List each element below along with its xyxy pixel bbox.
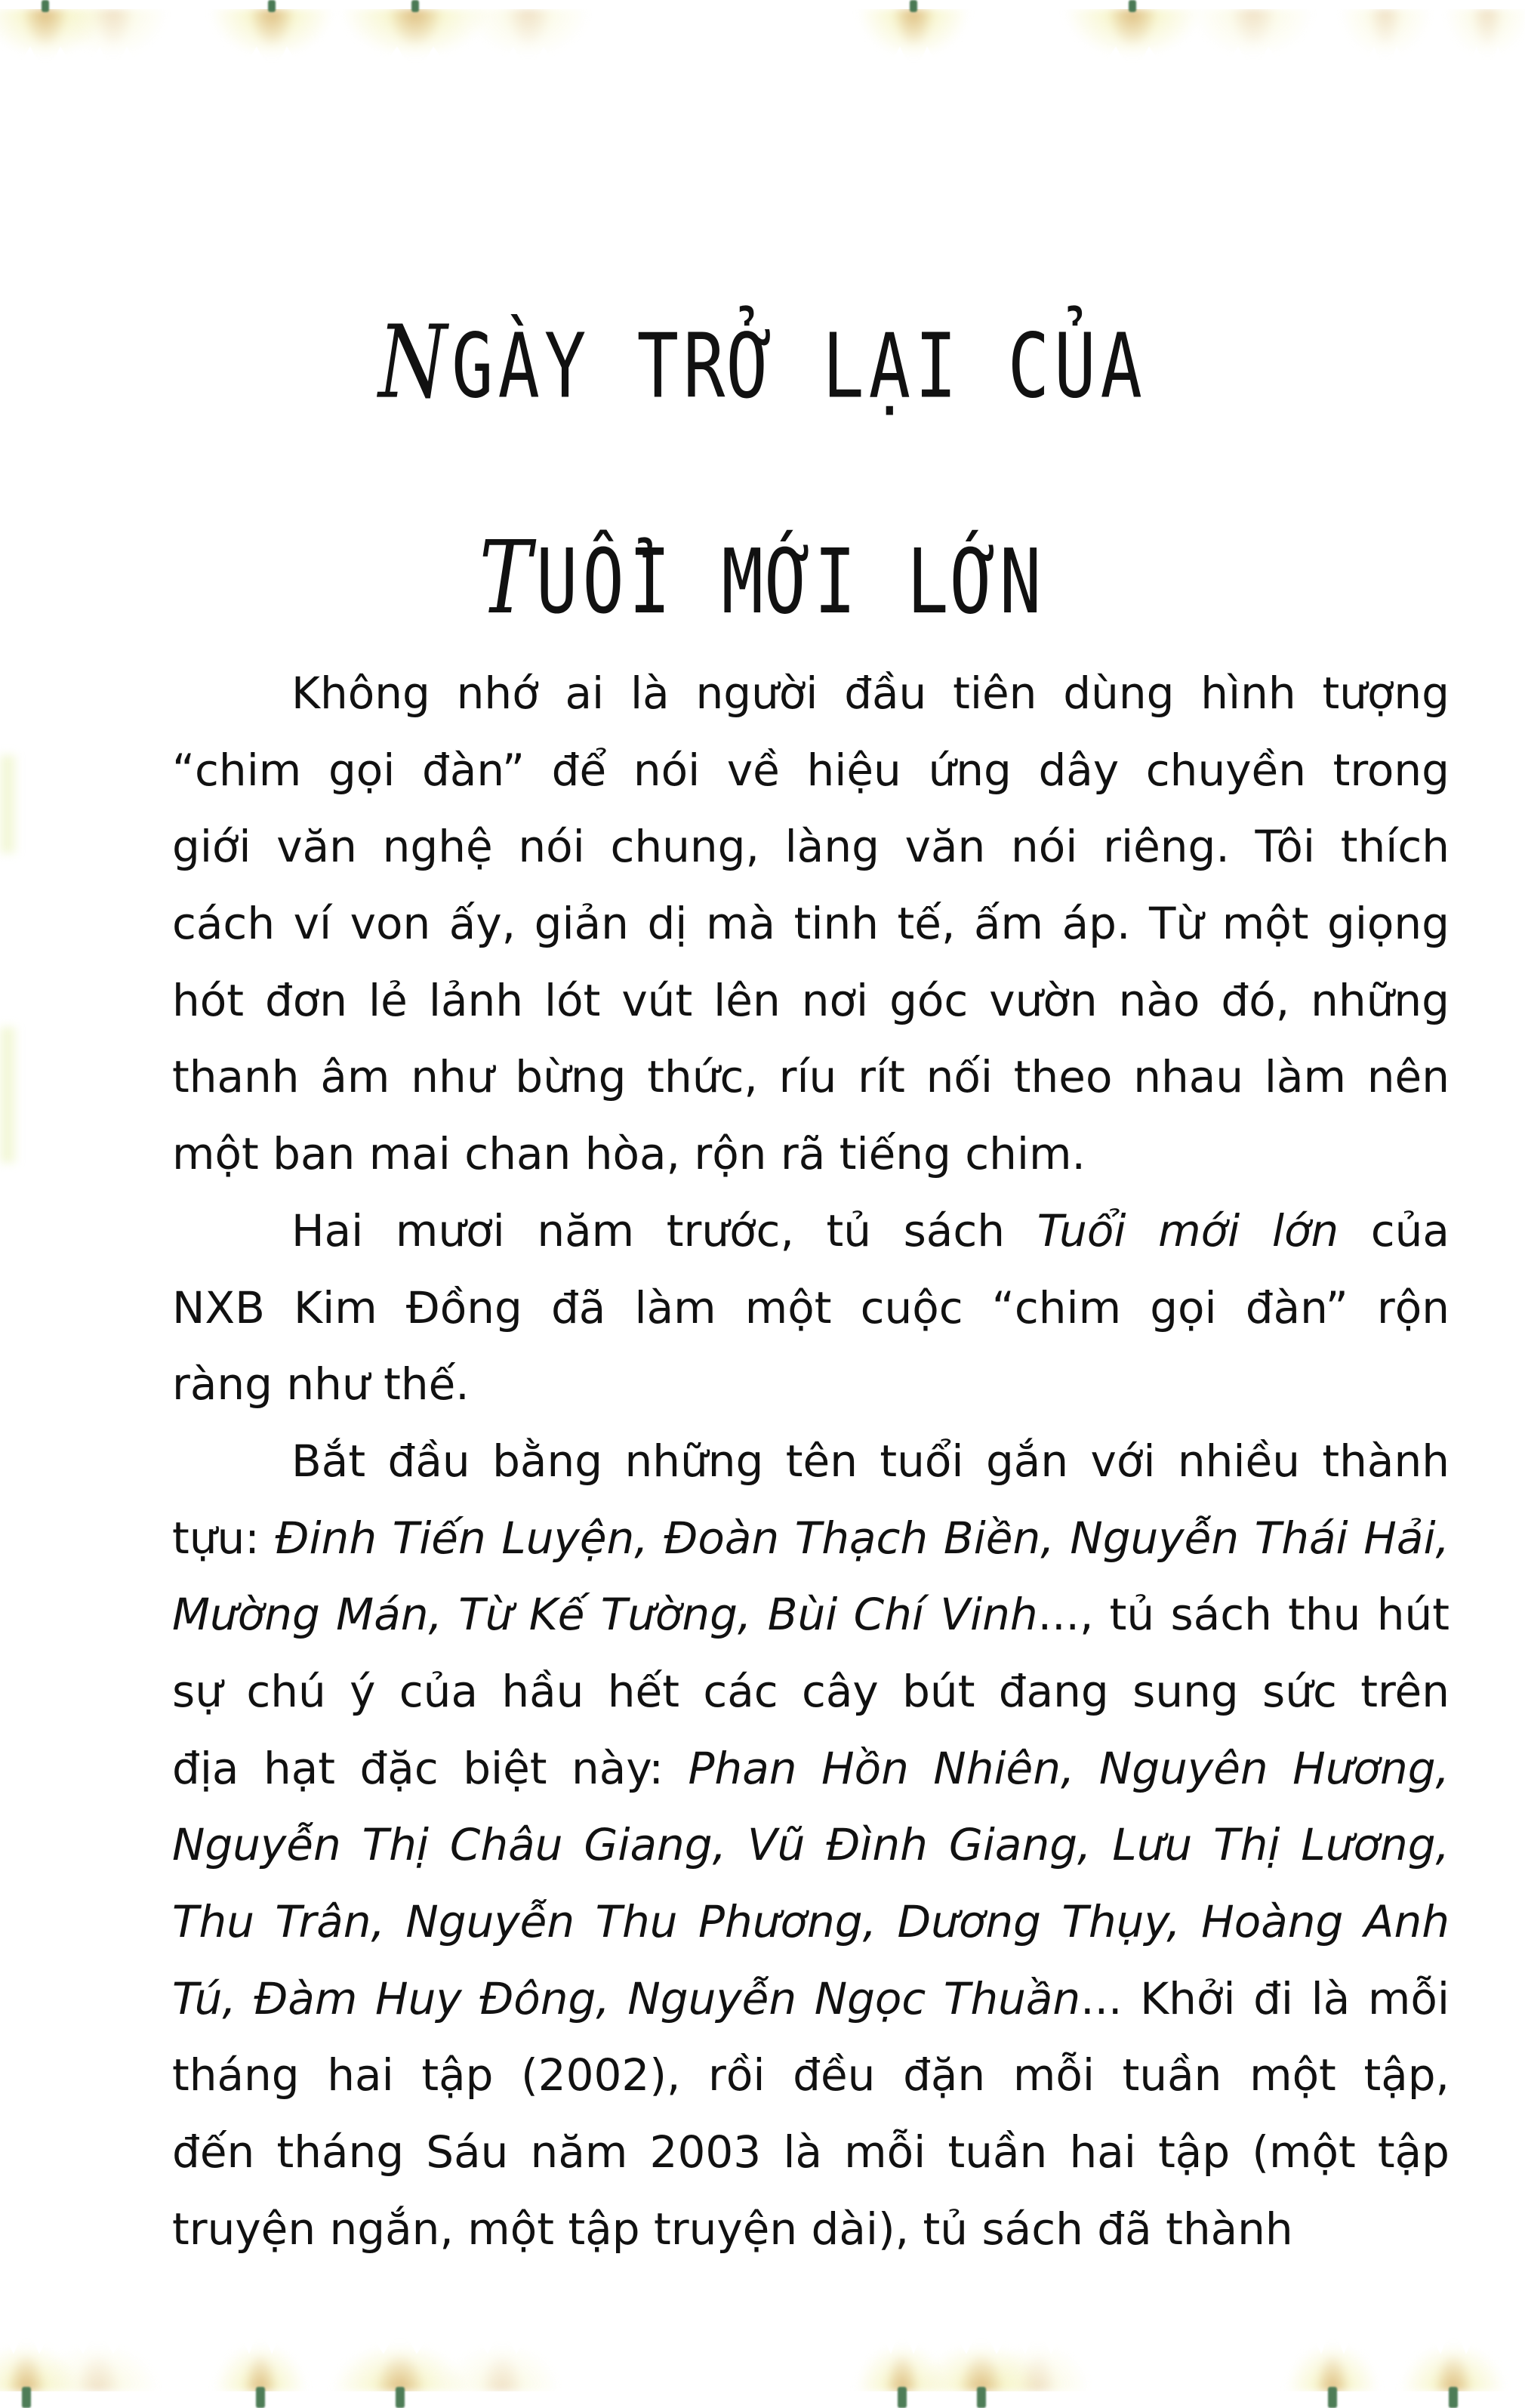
- edge-smudge: [0, 1027, 15, 1163]
- edge-smudge: [0, 755, 15, 853]
- title-line-2-text: UỔI MỚI LỚN: [536, 530, 1046, 634]
- italic-text: Tuổi mới lớn: [1037, 1204, 1339, 1256]
- text-run: Hai mươi năm trước, tủ sách: [291, 1204, 1037, 1256]
- text-run: truyện ngắn, một tập truyện dài), tủ sách đã thành: [172, 2203, 1293, 2255]
- flower-icon: [317, 2310, 483, 2408]
- flower-icon: [906, 2310, 1057, 2408]
- text-line: [172, 1116, 1450, 1193]
- flower-icon: [846, 0, 981, 76]
- flower-icon: [1049, 0, 1215, 76]
- bottom-flower-border: [0, 2295, 1525, 2408]
- text-line: [172, 1654, 1450, 1731]
- flower-icon: [974, 2310, 1102, 2408]
- italic-text: Nguyễn Thị Châu Giang, Vũ Đình Giang, Lưu Thị Lương,: [172, 1819, 1450, 1871]
- italic-text: Mường Mán, Từ Kế Tường, Bùi Chí Vinh: [172, 1589, 1038, 1641]
- text-run: cách ví von ấy, giản dị mà tinh tế, ấm áp. Từ một giọng: [172, 898, 1450, 950]
- title-line-1-text: GÀY TRỞ LẠI CỦA: [451, 314, 1147, 418]
- flower-icon: [1276, 2310, 1389, 2408]
- flower-icon: [1329, 0, 1442, 76]
- title-line-2-cap: T: [479, 518, 537, 637]
- title-line-1: [0, 257, 1525, 472]
- text-run: ... Khởi đi là mỗi: [1080, 1972, 1450, 2024]
- paragraph: [172, 1423, 1450, 2268]
- text-line: [172, 2191, 1450, 2268]
- text-line: [172, 1807, 1450, 1884]
- flower-icon: [846, 2310, 959, 2408]
- text-line: [172, 1270, 1450, 1347]
- text-run: NXB Kim Đồng đã làm một cuộc “chim gọi đàn” rộn: [172, 1281, 1450, 1333]
- text-run: giới văn nghệ nói chung, làng văn nói riêng. Tôi thích: [172, 821, 1450, 873]
- flower-icon: [0, 0, 121, 76]
- text-line: [172, 1346, 1450, 1423]
- text-line: [172, 809, 1450, 886]
- flower-icon: [0, 2310, 91, 2408]
- flower-icon: [1178, 0, 1329, 76]
- title-line-1-cap: N: [378, 303, 452, 421]
- text-line: [172, 886, 1450, 963]
- italic-text: Đinh Tiến Luyện, Đoàn Thạch Biền, Nguyễn Thái Hải,: [275, 1512, 1450, 1564]
- italic-text: Thu Trân, Nguyễn Thu Phương, Dương Thụy, Hoàng Anh: [172, 1896, 1450, 1947]
- text-run: hót đơn lẻ lảnh lót vút lên nơi góc vườn nào đó, những: [172, 974, 1450, 1026]
- text-run: sự chú ý của hầu hết các cây bút đang sung sức trên: [172, 1665, 1450, 1717]
- text-run: ..., tủ sách thu hút: [1037, 1589, 1450, 1641]
- text-line: [172, 2037, 1450, 2114]
- text-line: [172, 963, 1450, 1040]
- text-line: [172, 1039, 1450, 1116]
- flower-icon: [430, 2310, 574, 2408]
- text-run: địa hạt đặc biệt này:: [172, 1742, 689, 1794]
- flower-icon: [45, 0, 181, 76]
- flower-icon: [325, 0, 506, 76]
- chapter-title: [0, 257, 1525, 688]
- flower-icon: [196, 0, 347, 76]
- flower-icon: [1434, 0, 1525, 76]
- text-run: đến tháng Sáu năm 2003 là mỗi tuần hai tập (một tập: [172, 2126, 1450, 2178]
- flower-icon: [23, 2310, 174, 2408]
- paragraph: [172, 655, 1450, 1193]
- text-run: Không nhớ ai là người đầu tiên dùng hình tượng: [291, 668, 1450, 719]
- paragraph: [172, 1193, 1450, 1423]
- text-run: Bắt đầu bằng những tên tuổi gắn với nhiều thành: [291, 1435, 1450, 1487]
- text-line: [172, 732, 1450, 809]
- text-line: [172, 1500, 1450, 1577]
- text-run: “chim gọi đàn” để nói về hiệu ứng dây chuyền trong: [172, 744, 1450, 796]
- text-line: [172, 1961, 1450, 2038]
- text-line: [172, 1577, 1450, 1654]
- text-run: tháng hai tập (2002), rồi đều đặn mỗi tuần một tập,: [172, 2049, 1450, 2101]
- text-run: thanh âm như bừng thức, ríu rít nối theo nhau làm nên: [172, 1051, 1450, 1103]
- text-line: [172, 2114, 1450, 2191]
- text-run: của: [1339, 1204, 1450, 1256]
- text-line: [172, 1193, 1450, 1270]
- body-text: [172, 655, 1450, 2268]
- text-line: [172, 655, 1450, 732]
- flower-icon: [453, 0, 604, 76]
- top-flower-border: [0, 0, 1525, 83]
- italic-text: Tú, Đàm Huy Đông, Nguyễn Ngọc Thuần: [172, 1972, 1081, 2024]
- text-run: ràng như thế.: [172, 1358, 470, 1411]
- text-line: [172, 1423, 1450, 1500]
- text-run: một ban mai chan hòa, rộn rã tiếng chim.: [172, 1128, 1086, 1180]
- italic-text: Phan Hồn Nhiên, Nguyên Hương,: [688, 1742, 1450, 1794]
- text-line: [172, 1884, 1450, 1961]
- text-line: [172, 1731, 1450, 1808]
- flower-icon: [204, 2310, 317, 2408]
- flower-icon: [1389, 2310, 1517, 2408]
- text-run: tựu:: [172, 1512, 276, 1564]
